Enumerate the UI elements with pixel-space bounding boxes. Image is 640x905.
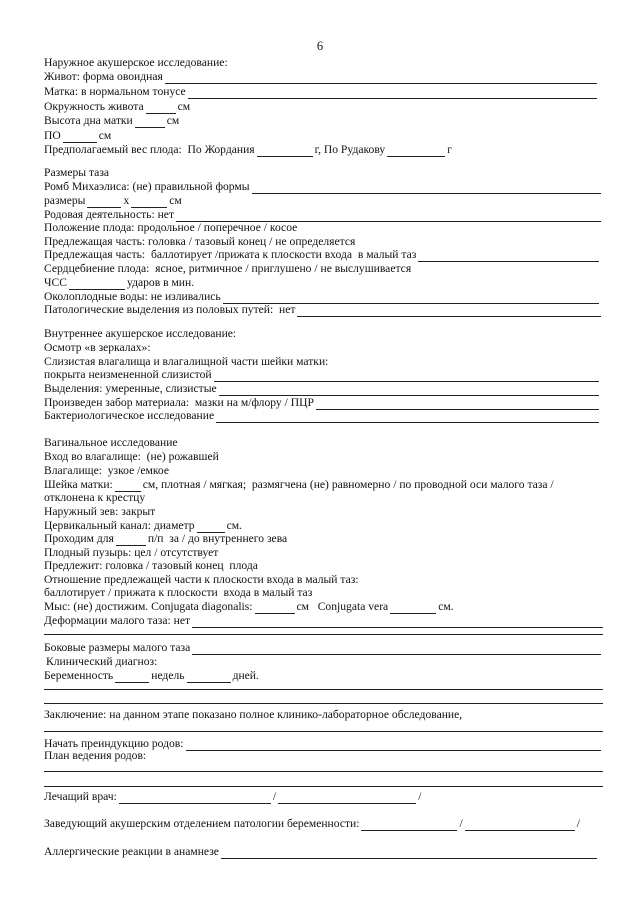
page-number: 6 [316,39,324,53]
po-field[interactable]: ПО см [44,129,112,142]
uterus-field[interactable]: Матка: в нормальном тонусе [44,85,597,99]
conjugata-field[interactable]: Мыс: (не) достижим. Conjugata diagonalis: см Conjugata vera см. [44,600,454,613]
presenting-part-text: Предлежащая часть: головка / тазовый конец / не определяется [44,235,356,248]
vaginal-entrance-text: Вход во влагалище: (не) рожавшей [44,450,219,463]
secretions-field[interactable]: Выделения: умеренные, слизистые [44,382,599,396]
conclusion-line[interactable] [44,731,603,732]
external-exam-heading: Наружное акушерское исследование: [44,56,228,69]
heart-rate-field[interactable]: ЧСС ударов в мин. [44,276,195,289]
amniotic-sac-text: Плодный пузырь: цел / отсутствует [44,546,219,559]
relation-text: Отношение предлежащей части к плоскости входа в малый таз: [44,573,359,586]
clinical-diagnosis-label: Клинический диагноз: [46,655,158,668]
delivery-plan-label: План ведения родов: [44,749,147,762]
conclusion-text: Заключение: на данном этапе показано полное клинико-лабораторное обследование, [44,708,463,721]
diagnosis-line[interactable] [44,703,603,704]
labor-activity-field[interactable]: Родовая деятельность: нет [44,208,601,222]
pelvis-deformation-field[interactable]: Деформации малого таза: нет [44,614,603,628]
fetal-position-text: Положение плода: продольное / поперечное / косое [44,221,298,234]
mirror-exam-text: Осмотр «в зеркалах»: [44,341,151,354]
bacteriological-field[interactable]: Бактериологическое исследование [44,409,599,423]
cervical-canal-field[interactable]: Цервикальный канал: диаметр см. [44,519,242,532]
blank-line[interactable] [44,634,603,635]
vaginal-exam-heading: Вагинальное исследование [44,436,178,449]
plan-line[interactable] [44,786,603,787]
abdomen-circumference-field[interactable]: Окружность живота см [44,100,191,113]
vagina-text: Влагалище: узкое /емкое [44,464,169,477]
internal-exam-heading: Внутреннее акушерское исследование: [44,327,237,340]
passable-field[interactable]: Проходим для п/п за / до внутреннего зева [44,532,288,545]
plan-line[interactable] [44,771,603,772]
mucosa-text: Слизистая влагалища и влагалищной части шейки матки: [44,355,329,368]
preinduction-field[interactable]: Начать преиндукцию родов: [44,737,601,751]
pelvis-sizes-field[interactable]: размеры х см [44,194,182,207]
lateral-sizes-field[interactable]: Боковые размеры малого таза [44,641,601,655]
rhomb-field[interactable]: Ромб Михаэлиса: (не) правильной формы [44,180,601,194]
estimated-weight-field[interactable]: Предполагаемый вес плода: По Жордания г, По Рудакову г [44,143,452,156]
amniotic-waters-field[interactable]: Околоплодные воды: не изливались [44,290,599,304]
pregnancy-term-field[interactable]: Беременность недель дней. [44,669,259,682]
ballot-text: баллотирует / прижата к плоскости входа в малый таз [44,586,313,599]
cervix-deflected-text: отклонена к крестцу [44,491,146,504]
presents-text: Предлежит: головка / тазовый конец плода [44,559,258,572]
fundus-height-field[interactable]: Высота дна матки см [44,114,180,127]
external-os-text: Наружный зев: закрыт [44,505,156,518]
fetal-heartbeat-text: Сердцебиение плода: ясное, ритмичное / приглушено / не выслушивается [44,262,412,275]
diagnosis-line[interactable] [44,689,603,690]
head-of-department-field[interactable]: Заведующий акушерским отделением патологии беременности: / / [44,817,580,830]
cervix-field[interactable]: Шейка матки: см, плотная / мягкая; размягчена (не) равномерно / по проводной оси малого таза / [44,478,554,491]
mucosa-covered-field[interactable]: покрыта неизмененной слизистой [44,368,599,382]
attending-doctor-field[interactable]: Лечащий врач: / / [44,790,422,803]
pelvis-heading: Размеры таза [44,166,110,179]
allergy-field[interactable]: Аллергические реакции в анамнезе [44,845,597,859]
sample-collection-field[interactable]: Произведен забор материала: мазки на м/флору / ПЦР [44,396,599,410]
abdomen-field[interactable]: Живот: форма овоидная [44,70,597,84]
pathological-discharge-field[interactable]: Патологические выделения из половых путей: нет [44,303,601,317]
presenting-part-ballot-field[interactable]: Предлежащая часть: баллотирует /прижата к плоскости входа в малый таз [44,248,599,262]
